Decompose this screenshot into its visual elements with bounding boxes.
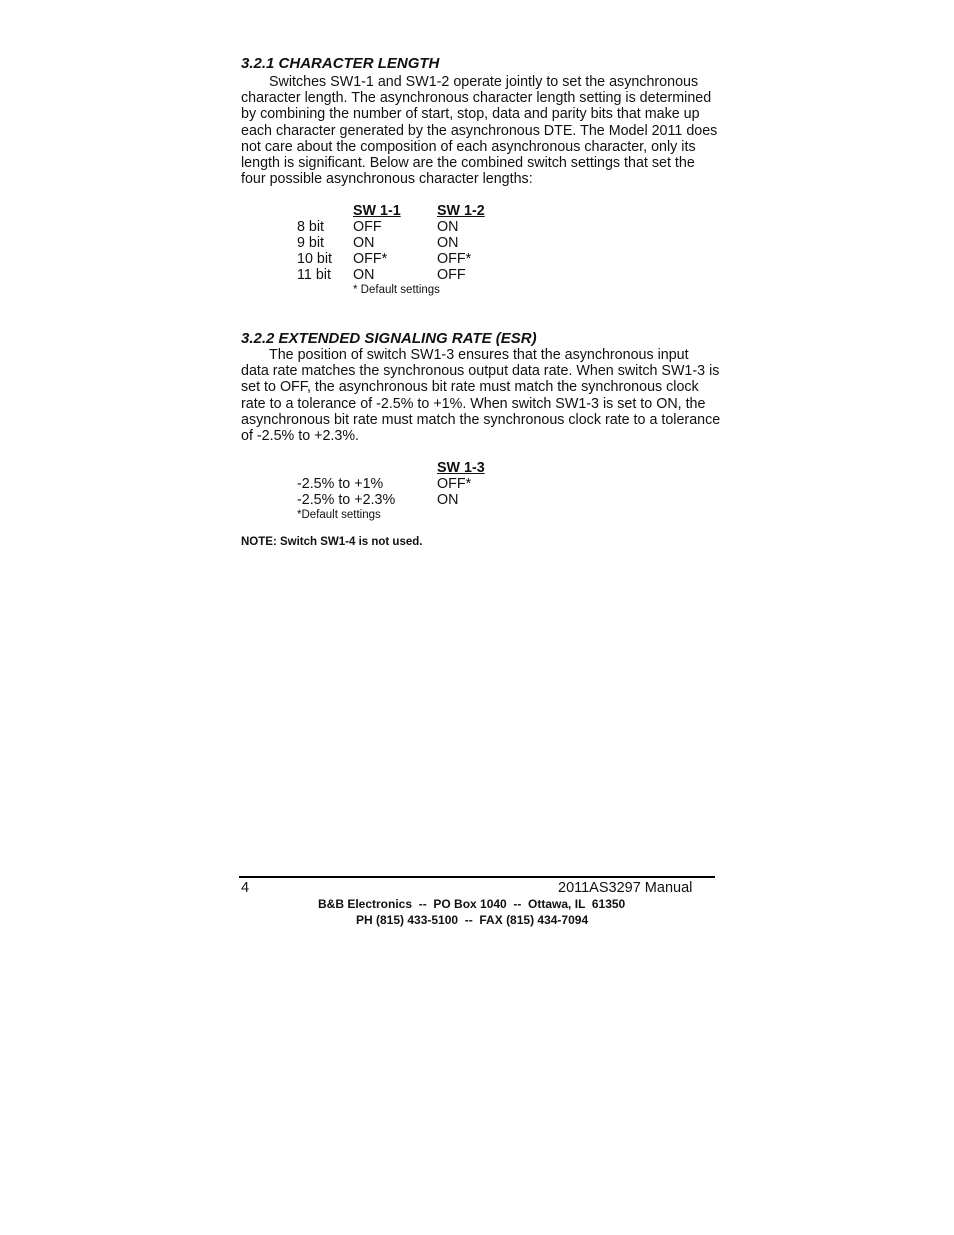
- table-header-sw1-1: SW 1-1: [353, 203, 401, 219]
- footer-address: B&B Electronics -- PO Box 1040 -- Ottawa, IL 61350: [318, 897, 626, 911]
- note-text: NOTE: Switch SW1-4 is not used.: [241, 536, 423, 548]
- character-length-paragraph: [241, 74, 721, 187]
- paragraph-line: Switches SW1-1 and SW1-2 operate jointly to set the asynchronous: [269, 74, 699, 90]
- paragraph-line: character length. The asynchronous character length setting is determined: [241, 90, 712, 107]
- paragraph-line: each character generated by the asynchronous DTE. The Model 2011 does: [241, 122, 718, 139]
- paragraph-line: of -2.5% to +2.3%.: [241, 428, 360, 445]
- footer-rule: [239, 876, 715, 878]
- table-header-sw1-3: SW 1-3: [437, 460, 485, 476]
- table-cell: OFF: [353, 219, 382, 235]
- table-header-sw1-2: SW 1-2: [437, 203, 485, 219]
- manual-title: 2011AS3297 Manual: [558, 880, 693, 896]
- paragraph-line: asynchronous bit rate must match the synchronous clock rate to a tolerance: [241, 411, 721, 428]
- page-number: 4: [241, 880, 250, 896]
- paragraph-line: The position of switch SW1-3 ensures that the asynchronous input: [269, 347, 689, 363]
- table-cell: ON: [437, 219, 459, 235]
- table-row-label: 9 bit: [297, 235, 325, 251]
- table-cell: OFF: [437, 267, 466, 283]
- table-cell: ON: [437, 492, 459, 508]
- table-footnote: *Default settings: [297, 509, 381, 521]
- table-cell: ON: [353, 267, 375, 283]
- table-cell: ON: [437, 235, 459, 251]
- paragraph-line: data rate matches the synchronous output data rate. When switch SW1-3 is: [241, 363, 720, 380]
- table-cell: OFF*: [437, 476, 472, 492]
- table-row-label: 10 bit: [297, 251, 332, 267]
- paragraph-line: set to OFF, the asynchronous bit rate must match the synchronous clock: [241, 379, 699, 396]
- table-row-label: 8 bit: [297, 219, 325, 235]
- paragraph-line: by combining the number of start, stop, data and parity bits that make up: [241, 106, 700, 123]
- footer-phone: PH (815) 433-5100 -- FAX (815) 434-7094: [356, 913, 589, 927]
- section-heading-extended-signaling-rate: 3.2.2 EXTENDED SIGNALING RATE (ESR): [241, 330, 537, 347]
- table-row-label: 11 bit: [297, 267, 331, 283]
- table-row-label: -2.5% to +1%: [297, 476, 384, 492]
- table-cell: OFF*: [437, 251, 472, 267]
- table-cell: OFF*: [353, 251, 388, 267]
- esr-paragraph: [241, 347, 731, 444]
- paragraph-line: length is significant. Below are the combined switch settings that set the: [241, 155, 695, 172]
- table-cell: ON: [353, 235, 375, 251]
- paragraph-line: four possible asynchronous character lengths:: [241, 171, 533, 188]
- paragraph-line: not care about the composition of each asynchronous character, only its: [241, 138, 696, 155]
- paragraph-line: rate to a tolerance of -2.5% to +1%. When switch SW1-3 is set to ON, the: [241, 395, 706, 412]
- table-row-label: -2.5% to +2.3%: [297, 492, 396, 508]
- section-heading-character-length: 3.2.1 CHARACTER LENGTH: [241, 55, 440, 72]
- table-footnote: * Default settings: [353, 284, 440, 296]
